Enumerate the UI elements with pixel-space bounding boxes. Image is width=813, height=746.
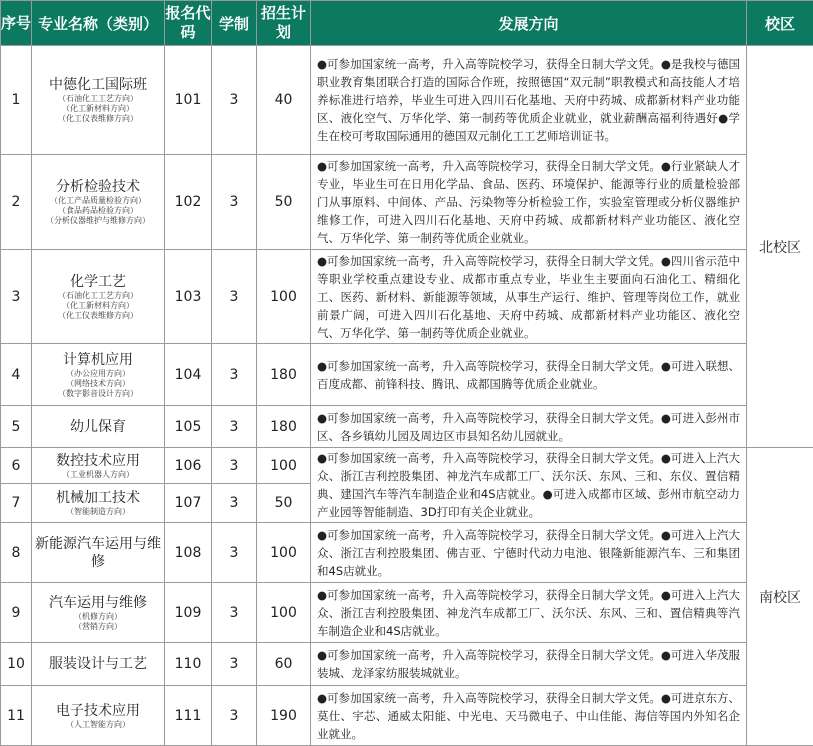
major-sub: （人工智能方向） [32, 720, 164, 730]
row-years: 3 [212, 46, 257, 155]
header-code: 报名代码 [165, 1, 212, 46]
row-years: 3 [212, 406, 257, 448]
major-cell [32, 523, 165, 583]
major-sub: （数字影音设计方向） [32, 389, 164, 399]
row-seq: 8 [1, 523, 32, 583]
row-plan: 100 [257, 523, 311, 583]
campus-south: 南校区 [747, 448, 813, 746]
row-direction: ●可参加国家统一高考，升入高等院校学习，获得全日制大学文凭。●行业紧缺人才专业，毕业生可在日用化学品、食品、医药、环境保护、能源等行业的质量检验部门从事原料、中间体、产品、污染物等分析检验工作，实验室管理或分析仪器维护维修工作，可进入四川石化基地、天府中药城、成都新材料产业功能区、液化空气、万华化学、第一制药等优质企业就业。 [311, 155, 747, 250]
row-seq: 6 [1, 448, 32, 484]
major-sub: （化工仪表维修方向） [32, 311, 164, 321]
row-years: 3 [212, 643, 257, 686]
row-plan: 190 [257, 686, 311, 746]
row-direction: ●可参加国家统一高考，升入高等院校学习，获得全日制大学文凭。●四川省示范中等职业学校重点建设专业、成都市重点专业，毕业生主要面向石油化工、精细化工、医药、新材料、新能源等领域，从事生产运行、维护、管理等岗位工作，就业前景广阔，可进入四川石化基地、天府中药城、成都新材料产业功能区、液化空气、万华化学、第一制药等优质企业就业。 [311, 250, 747, 344]
major-name: 计算机应用 [32, 351, 164, 369]
row-years: 3 [212, 583, 257, 643]
row-seq: 4 [1, 344, 32, 406]
row-seq: 7 [1, 484, 32, 523]
row-direction: ●可参加国家统一高考，升入高等院校学习，获得全日制大学文凭。●可进入上汽大众、浙江吉利控股集团、佛吉亚、宁德时代动力电池、银隆新能源汽车、三和集团和4S店就业。 [311, 523, 747, 583]
major-name: 分析检验技术 [32, 178, 164, 196]
row-years: 3 [212, 155, 257, 250]
header-years: 学制 [212, 1, 257, 46]
major-sub: （石油化工工艺方向） [32, 291, 164, 301]
row-direction: ●可参加国家统一高考，升入高等院校学习，获得全日制大学文凭。●可进入华茂服装城、龙泽家纺服装城就业。 [311, 643, 747, 686]
major-cell [32, 46, 165, 155]
row-code: 107 [165, 484, 212, 523]
row-plan: 40 [257, 46, 311, 155]
row-code: 102 [165, 155, 212, 250]
row-years: 3 [212, 250, 257, 344]
table-row [1, 643, 813, 686]
major-cell [32, 448, 165, 484]
major-name: 电子技术应用 [32, 702, 164, 720]
table-row [1, 250, 813, 344]
major-sub: （营销方向） [32, 622, 164, 632]
table-row [1, 523, 813, 583]
row-code: 103 [165, 250, 212, 344]
row-seq: 1 [1, 46, 32, 155]
major-cell [32, 155, 165, 250]
row-years: 3 [212, 484, 257, 523]
row-seq: 9 [1, 583, 32, 643]
major-cell [32, 583, 165, 643]
major-sub: （智能制造方向） [32, 507, 164, 517]
header-direction: 发展方向 [311, 1, 747, 46]
major-cell [32, 406, 165, 448]
table-row [1, 155, 813, 250]
row-code: 104 [165, 344, 212, 406]
major-sub: （工业机器人方向） [32, 470, 164, 480]
row-code: 101 [165, 46, 212, 155]
header-major: 专业名称（类别） [32, 1, 165, 46]
major-cell [32, 643, 165, 686]
header-seq: 序号 [1, 1, 32, 46]
row-plan: 100 [257, 250, 311, 344]
major-cell [32, 344, 165, 406]
major-sub: （化工仪表维修方向） [32, 114, 164, 124]
table-row [1, 406, 813, 448]
major-name: 数控技术应用 [32, 452, 164, 470]
major-sub: （网络技术方向） [32, 379, 164, 389]
row-plan: 50 [257, 155, 311, 250]
major-sub: （机修方向） [32, 612, 164, 622]
row-years: 3 [212, 448, 257, 484]
row-direction: ●可参加国家统一高考，升入高等院校学习，获得全日制大学文凭。●可进入彭州市区、各乡镇幼儿园及周边区市县知名幼儿园就业。 [311, 406, 747, 448]
header-campus: 校区 [747, 1, 813, 46]
major-sub: （化工新材料方向） [32, 104, 164, 114]
row-code: 111 [165, 686, 212, 746]
major-cell [32, 250, 165, 344]
row-seq: 11 [1, 686, 32, 746]
row-plan: 180 [257, 406, 311, 448]
row-years: 3 [212, 523, 257, 583]
row-years: 3 [212, 686, 257, 746]
major-name: 汽车运用与维修 [32, 594, 164, 612]
major-sub: （分析仪器维护与维修方向） [32, 216, 164, 226]
table-row [1, 583, 813, 643]
row-plan: 100 [257, 448, 311, 484]
row-seq: 3 [1, 250, 32, 344]
row-plan: 60 [257, 643, 311, 686]
table-header-row [1, 1, 813, 46]
major-cell [32, 686, 165, 746]
major-name: 机械加工技术 [32, 489, 164, 507]
major-sub: （石油化工工艺方向） [32, 94, 164, 104]
table-row [1, 46, 813, 155]
major-sub: （食品药品检验方向） [32, 206, 164, 216]
major-name: 服装设计与工艺 [32, 655, 164, 673]
row-code: 105 [165, 406, 212, 448]
row-direction: ●可参加国家统一高考，升入高等院校学习，获得全日制大学文凭。●可进入上汽大众、浙江吉利控股集团、神龙汽车成都工厂、沃尔沃、东风、三和、置信精典等汽车制造企业和4S店就业。 [311, 583, 747, 643]
row-seq: 2 [1, 155, 32, 250]
row-direction: ●可参加国家统一高考，升入高等院校学习，获得全日制大学文凭。●是我校与德国职业教育集团联合打造的国际合作班，按照德国“双元制”职教模式和高技能人才培养标准进行培养，毕业生可进入四川石化基地、天府中药城、成都新材料产业功能区、液化空气、万华化学、第一制药等优质企业就业，就业薪酬高福利待遇好●学生在校可考取国际通用的德国双元制化工工艺师培训证书。 [311, 46, 747, 155]
major-name: 中德化工国际班 [32, 76, 164, 94]
table-row [1, 686, 813, 746]
row-code: 109 [165, 583, 212, 643]
row-plan: 100 [257, 583, 311, 643]
row-plan: 180 [257, 344, 311, 406]
major-sub: （化工新材料方向） [32, 301, 164, 311]
major-name: 新能源汽车运用与维修 [32, 535, 164, 571]
major-cell [32, 484, 165, 523]
table-row [1, 344, 813, 406]
row-direction: ●可参加国家统一高考，升入高等院校学习，获得全日制大学文凭。●可进入上汽大众、浙江吉利控股集团、神龙汽车成都工厂、沃尔沃、东风、三和、东仪、置信精典、建国汽车等汽车制造企业和4S店就业。●可进入成都市区域、彭州市航空动力产业园等智能制造、3D打印有关企业就业。 [311, 448, 747, 523]
major-sub: （办公应用方向） [32, 369, 164, 379]
row-plan: 50 [257, 484, 311, 523]
row-years: 3 [212, 344, 257, 406]
major-sub: （化工产品质量检验方向） [32, 196, 164, 206]
major-name: 幼儿保育 [32, 418, 164, 436]
row-seq: 5 [1, 406, 32, 448]
major-name: 化学工艺 [32, 273, 164, 291]
campus-north: 北校区 [747, 46, 813, 448]
row-direction: ●可参加国家统一高考，升入高等院校学习，获得全日制大学文凭。●可进京东方、莫仕、宇芯、通威太阳能、中光电、天马微电子、中山佳能、海信等国内外知名企业就业。 [311, 686, 747, 746]
header-plan: 招生计划 [257, 1, 311, 46]
row-code: 108 [165, 523, 212, 583]
row-seq: 10 [1, 643, 32, 686]
row-code: 106 [165, 448, 212, 484]
row-direction: ●可参加国家统一高考，升入高等院校学习，获得全日制大学文凭。●可进入联想、百度成都、前锋科技、腾讯、成都国腾等优质企业就业。 [311, 344, 747, 406]
row-code: 110 [165, 643, 212, 686]
table-row [1, 448, 813, 484]
